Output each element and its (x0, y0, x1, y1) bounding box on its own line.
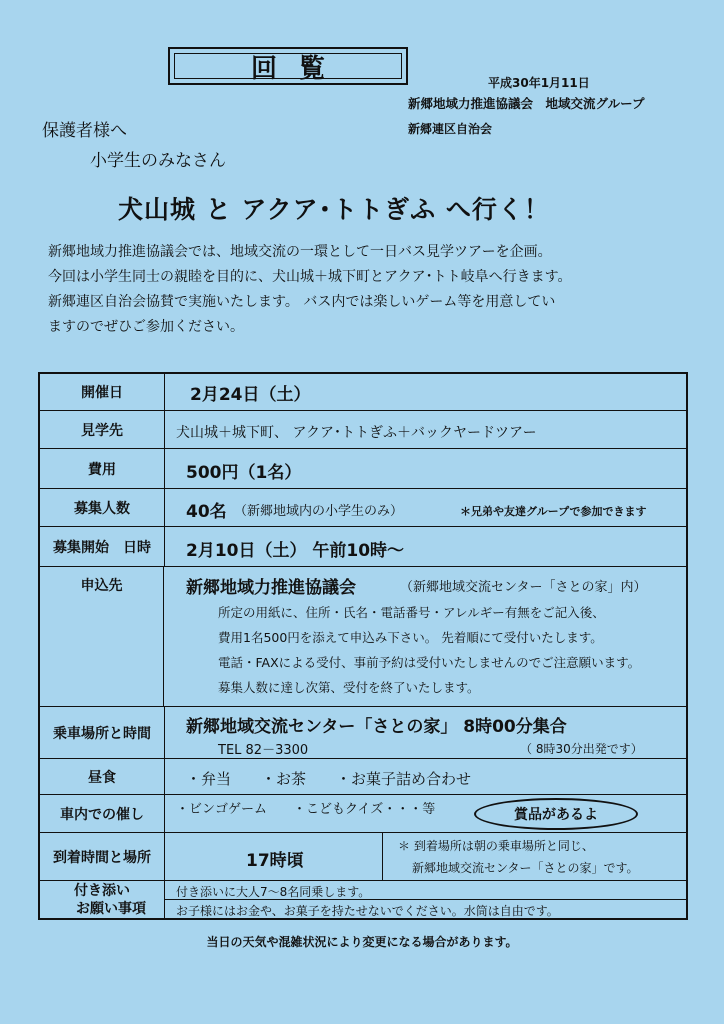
sponsor-name: 新郷連区自治会 (408, 122, 493, 136)
cell-fee (172, 449, 680, 489)
apply-instruction: 募集人数に達し次第、受付を終了いたします。 (218, 680, 480, 695)
arrival-note: ＊ 到着場所は朝の乗車場所と同じ、 (398, 839, 594, 853)
intro-line: 新郷連区自治会協賛で実施いたします。 バス内では楽しいゲーム等を用意してい (48, 294, 556, 310)
cell-arrival (172, 833, 680, 881)
cell-lunch (172, 759, 680, 795)
apply-org: 新郷地域力推進協議会 (186, 578, 356, 598)
cell-request (172, 881, 680, 919)
page-title: 回覧 (250, 53, 347, 84)
row-request (40, 880, 686, 919)
intro-line: ますのでぜひご参加ください。 (48, 319, 244, 335)
label-date: 開催日 (40, 374, 165, 410)
event-date: 2月24日（土） (190, 385, 311, 405)
request-line: お子様にはお金や、お菓子を持たせないでください。水筒は自由です。 (176, 904, 559, 918)
footer-note: 当日の天気や混雑状況により変更になる場合があります。 (206, 935, 518, 949)
row-date (40, 374, 686, 410)
departure-time: （ 8時30分出発です） (520, 742, 643, 756)
cell-apply (172, 567, 680, 707)
label-boarding: 乗車場所と時間 (40, 707, 165, 759)
row-capacity (40, 488, 686, 527)
apply-instruction: 費用1名500円を添えて申込み下さい。 先着順にて受付いたします。 (218, 630, 603, 645)
greeting-parents: 保護者様へ (42, 121, 127, 141)
row-start (40, 526, 686, 567)
label-arrival: 到着時間と場所 (40, 833, 165, 881)
row-fee (40, 448, 686, 489)
intro-line: 新郷地域力推進協議会では、地域交流の一環として一日バス見学ツアーを企画。 (48, 244, 552, 260)
label-event: 車内での催し (40, 795, 165, 833)
arrival-time: 17時頃 (246, 851, 304, 871)
label-apply: 申込先 (40, 567, 164, 707)
label-lunch: 昼食 (40, 759, 165, 795)
prize-text: 賞品があるよ (514, 807, 598, 823)
cell-start (172, 527, 680, 567)
organizer-name: 新郷地域力推進協議会 地域交流グループ (408, 96, 645, 111)
intro-paragraph (48, 240, 698, 340)
greeting-students: 小学生のみなさん (90, 151, 226, 171)
intro-line: 今回は小学生同士の親睦を目的に、犬山城＋城下町とアクア･トト岐阜へ行きます。 (48, 269, 572, 285)
fee-value: 500円（1名） (186, 463, 302, 483)
details-table (38, 372, 688, 920)
boarding-tel: TEL 82－3300 (218, 743, 309, 758)
cell-event (172, 795, 680, 833)
start-datetime: 2月10日（土） 午前10時～ (186, 541, 405, 561)
visit-places: 犬山城＋城下町、 アクア･トトぎふ＋バックヤードツアー (176, 425, 537, 441)
boarding-place: 新郷地域交流センター「さとの家」 8時00分集合 (186, 717, 567, 737)
label-request-line: お願い事項 (76, 901, 146, 917)
event-items: ・ビンゴゲーム ・こどもクイズ・・・等 (176, 802, 436, 817)
arrival-note: 新郷地域交流センター「さとの家」です。 (412, 861, 639, 875)
request-line: 付き添いに大人7～8名同乗します。 (176, 885, 371, 899)
apply-instruction: 所定の用紙に、住所・氏名・電話番号・アレルギー有無をご記入後、 (218, 605, 605, 620)
row-place (40, 410, 686, 449)
cell-place (172, 411, 680, 449)
title-inner-frame (174, 53, 402, 79)
row-arrival (40, 832, 686, 881)
cell-boarding (172, 707, 680, 759)
apply-instruction: 電話・FAXによる受付、事前予約は受付いたしませんのでご注意願います。 (218, 655, 641, 670)
cell-capacity (172, 489, 680, 527)
row-boarding (40, 706, 686, 759)
headline: 犬山城 と アクア･トトぎふ へ行く！ (118, 195, 550, 224)
apply-location: （新郷地域交流センター「さとの家」内） (400, 580, 647, 595)
label-start: 募集開始 日時 (40, 527, 165, 567)
capacity-value: 40名 (186, 502, 227, 522)
label-capacity: 募集人数 (40, 489, 165, 527)
row-lunch (40, 758, 686, 795)
row-apply (40, 566, 686, 707)
prize-bubble (474, 798, 638, 830)
circular-title-box (168, 47, 408, 85)
lunch-items: ・弁当 ・お茶 ・お菓子詰め合わせ (186, 770, 472, 788)
capacity-note: ＊兄弟や友達グループで参加できます (460, 505, 647, 518)
label-request (40, 881, 165, 919)
capacity-condition: （新郷地域内の小学生のみ） (234, 504, 404, 519)
label-place: 見学先 (40, 411, 165, 449)
cell-date (172, 374, 680, 410)
label-request-line: 付き添い (74, 883, 130, 899)
label-fee: 費用 (40, 449, 165, 489)
issue-date: 平成30年1月11日 (488, 76, 590, 90)
row-event (40, 794, 686, 833)
